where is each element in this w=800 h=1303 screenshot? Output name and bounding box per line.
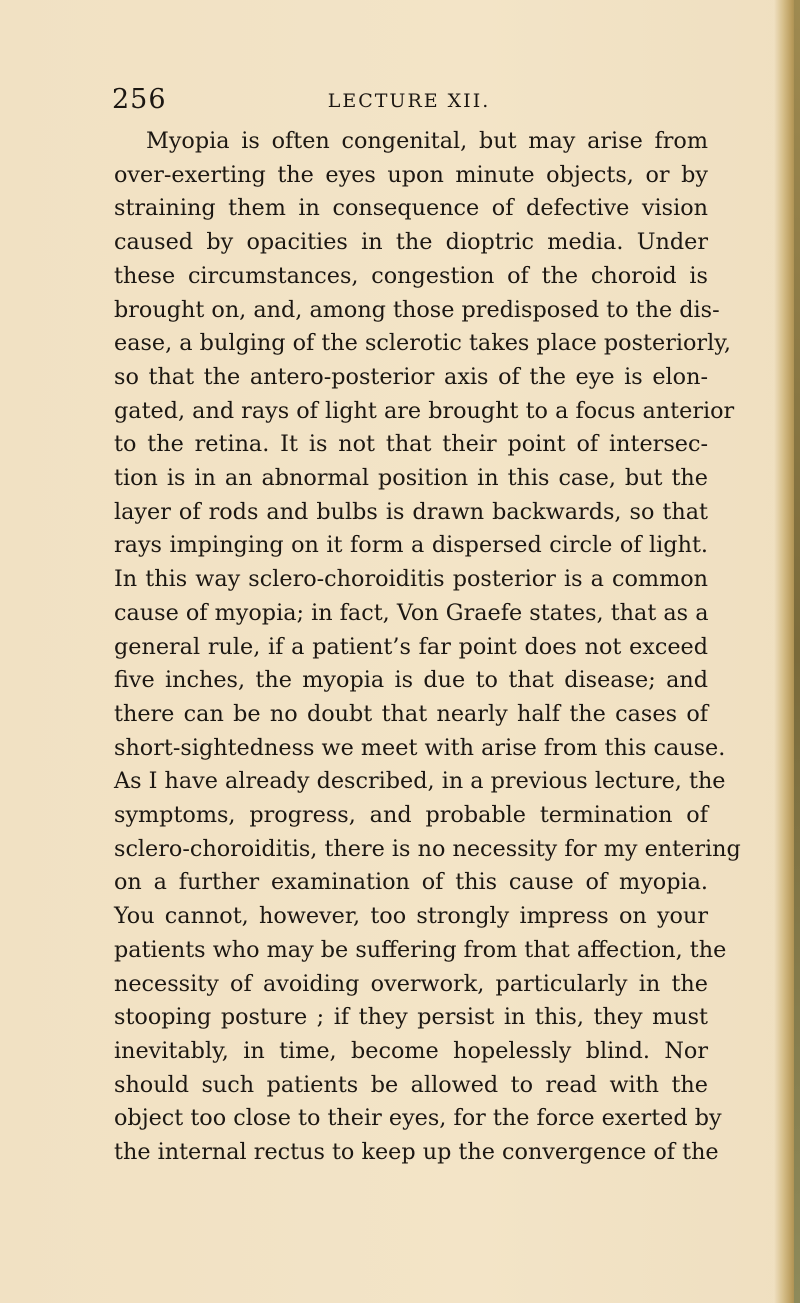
- text-line: Myopia is often congenital, but may arise from: [146, 128, 708, 154]
- running-head: LECTURE XII.: [327, 90, 491, 112]
- text-line: necessity of avoiding overwork, particularly in the: [114, 970, 708, 997]
- page-binding-edge: [794, 0, 800, 1303]
- text-line: brought on, and, among those predisposed to the dis-: [114, 296, 720, 323]
- text-line: tion is in an abnormal position in this case, but the: [114, 465, 708, 492]
- page-number: 256: [112, 84, 167, 115]
- text-line: should such patients be allowed to read with the: [114, 1071, 708, 1098]
- text-line: caused by opacities in the dioptric media. Under: [114, 229, 708, 256]
- text-line: layer of rods and bulbs is drawn backwards, so that: [114, 498, 708, 525]
- text-line: the internal rectus to keep up the convergence of the: [114, 1139, 719, 1166]
- text-line: on a further examination of this cause of myopia.: [114, 869, 708, 896]
- text-line: As I have already described, in a previous lecture, the: [114, 768, 726, 795]
- text-line: rays impinging on it form a dispersed circle of light.: [114, 532, 708, 559]
- text-line: five inches, the myopia is due to that disease; and: [114, 667, 708, 694]
- text-line: patients who may be suffering from that affection, the: [114, 936, 727, 963]
- text-line: stooping posture ; if they persist in this, they must: [114, 1004, 708, 1031]
- text-line: sclero-choroiditis, there is no necessity for my entering: [114, 835, 741, 862]
- text-line: so that the antero-posterior axis of the eye is elon-: [114, 363, 708, 390]
- text-line: symptoms, progress, and probable termination of: [114, 802, 708, 829]
- text-line: inevitably, in time, become hopelessly blind. Nor: [114, 1037, 708, 1064]
- text-line: object too close to their eyes, for the force exerted by: [114, 1105, 722, 1132]
- text-line: over-exerting the eyes upon minute objects, or by: [114, 161, 708, 188]
- page-header: [112, 84, 706, 118]
- text-line: these circumstances, congestion of the choroid is: [114, 262, 708, 289]
- text-line: ease, a bulging of the sclerotic takes place posteriorly,: [114, 330, 731, 357]
- text-line: to the retina. It is not that their point of intersec-: [114, 431, 708, 458]
- text-line: gated, and rays of light are brought to a focus anterior: [114, 397, 735, 424]
- text-line: straining them in consequence of defective vision: [114, 195, 708, 222]
- text-line: there can be no doubt that nearly half the cases of: [114, 700, 708, 727]
- text-line: cause of myopia; in fact, Von Graefe states, that as a: [114, 599, 709, 626]
- text-line: You cannot, however, too strongly impress on your: [114, 903, 708, 930]
- text-line: general rule, if a patient’s far point does not exceed: [114, 633, 708, 660]
- text-line: In this way sclero-choroiditis posterior is a common: [114, 566, 708, 593]
- body-text: [114, 125, 741, 1170]
- text-line: short-sightedness we meet with arise from this cause.: [114, 734, 726, 761]
